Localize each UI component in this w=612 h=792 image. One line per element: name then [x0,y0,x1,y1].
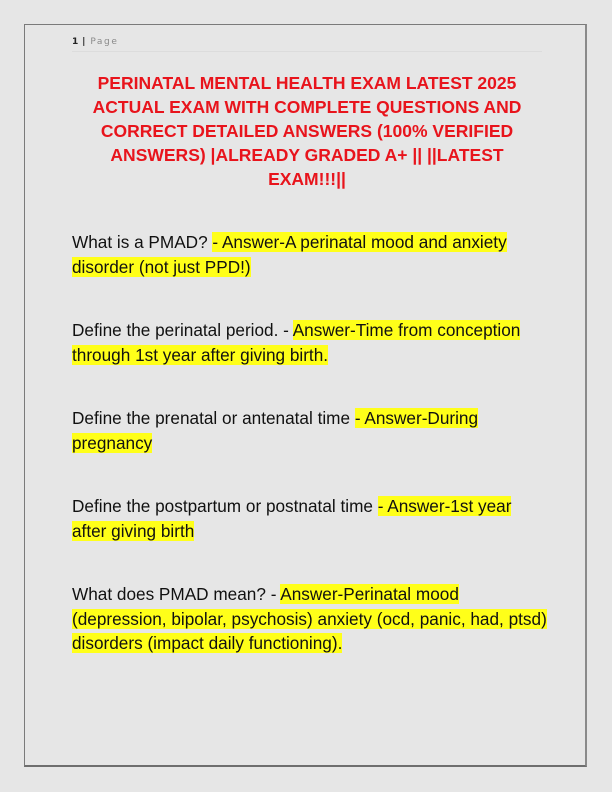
qa-item [72,406,547,455]
answer-text: - Answer-A perinatal mood and anxiety disorder (not just PPD!) [72,232,507,277]
question-text: Define the postpartum or postnatal time [72,496,378,516]
question-text: What is a PMAD? [72,232,213,252]
header-separator: | [82,37,86,47]
answer-text: Answer-Time from conception through 1st year after giving birth. [72,320,521,365]
page-header [72,36,542,52]
answer-text: - Answer-During pregnancy [72,408,479,453]
question-text: Define the perinatal period. - [72,320,293,340]
document-title: PERINATAL MENTAL HEALTH EXAM LATEST 2025 ACTUAL EXAM WITH COMPLETE QUESTIONS AND CORRECT DETAILED ANSWERS (100% VERIFIED ANSWERS) |ALREADY GRADED A+ || ||LATEST EXAM!!!|| [92,73,522,189]
page-label: Page [90,37,119,47]
page-number: 1 [72,37,79,47]
qa-item [72,230,547,279]
qa-item [72,318,547,367]
answer-text: - Answer-1st year after giving birth [72,496,512,541]
qa-item [72,582,547,656]
question-text: Define the prenatal or antenatal time [72,408,355,428]
question-text: What does PMAD mean? - [72,584,281,604]
answer-text: Answer-Perinatal mood (depression, bipolar, psychosis) anxiety (ocd, panic, had, ptsd) disorders (impact daily functioning). [72,584,547,653]
qa-item [72,494,547,543]
